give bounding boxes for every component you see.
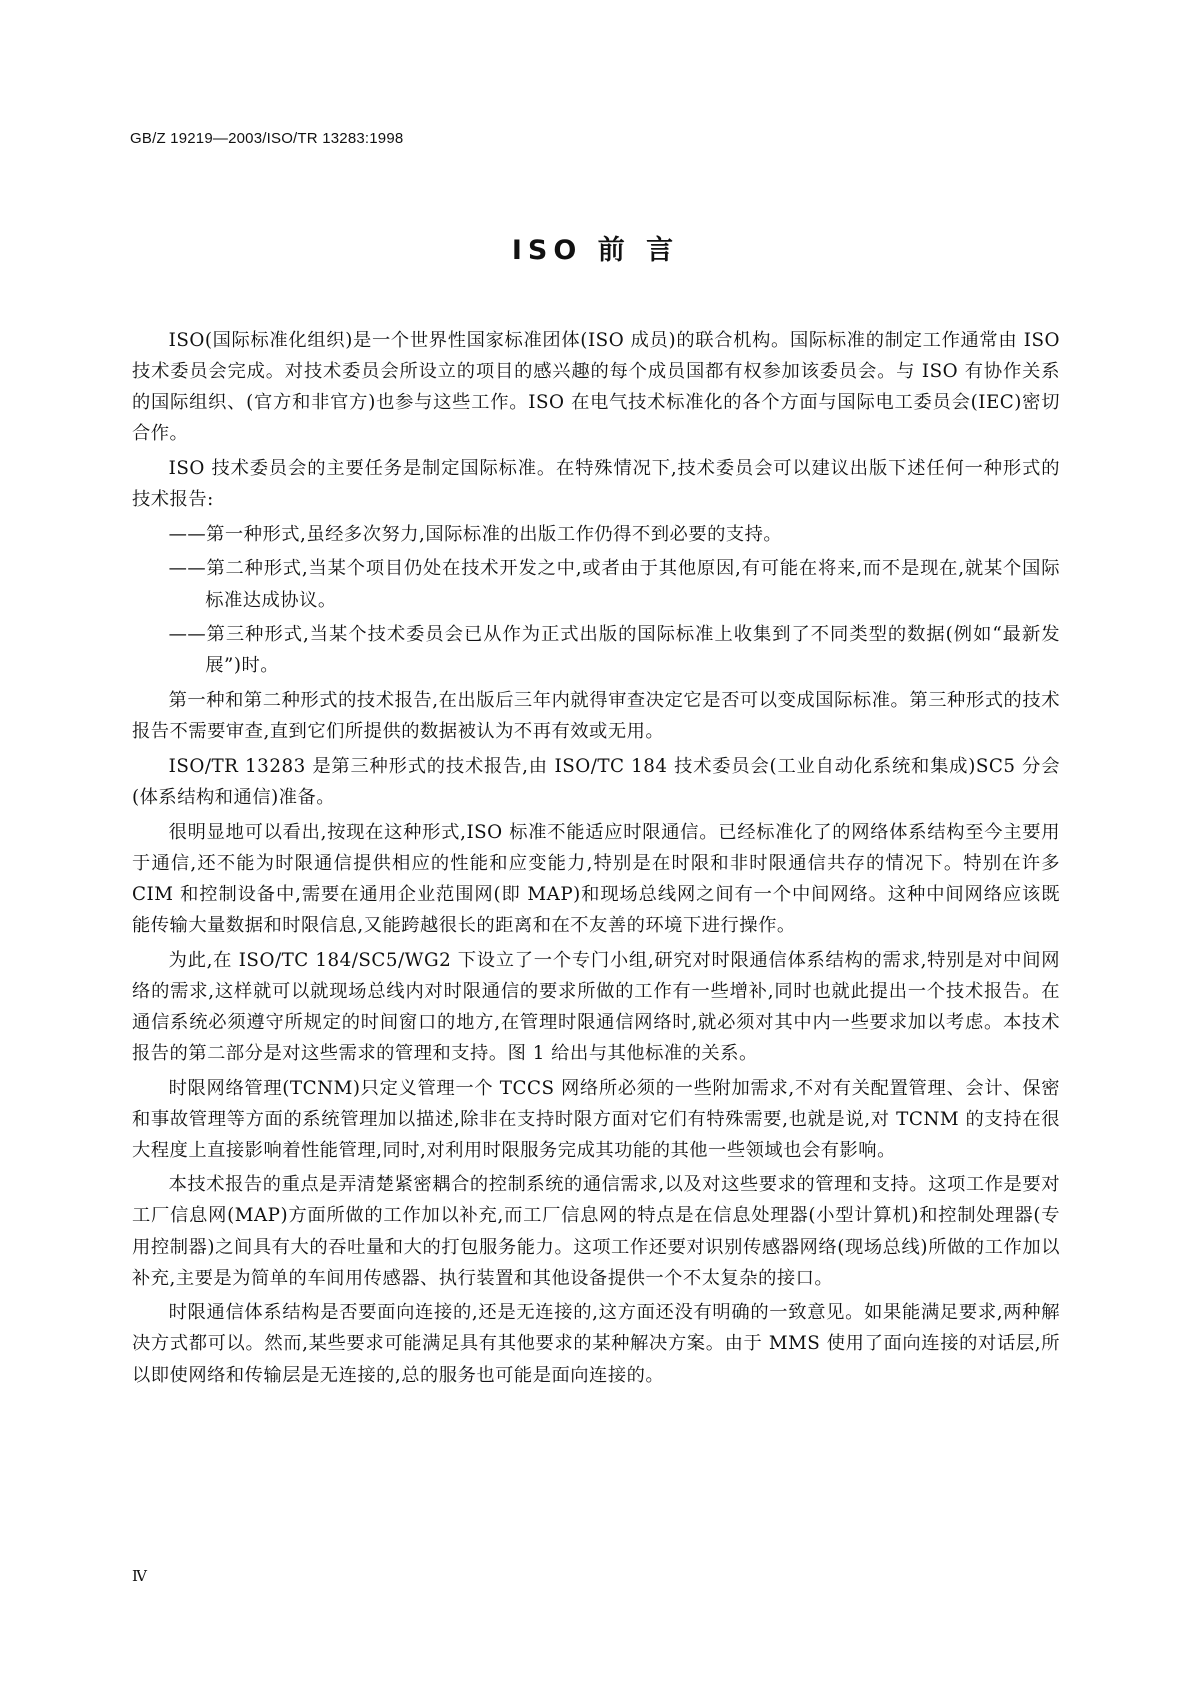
paragraph-time-critical: 很明显地可以看出,按现在这种形式,ISO 标准不能适应时限通信。已经标准化了的网络体系结构至今主要用于通信,还不能为时限通信提供相应的性能和应变能力,特别是在时限和非时限通信共存的情况下。特别在许多 CIM 和控制设备中,需要在通用企业范围网(即 MAP)和现场总线网之间有一个中间网络。这种中间网络应该既能传输大量数据和时限信息,又能跨越很长的距离和在不友善的环境下进行操作。 bbox=[132, 821, 1060, 936]
list-item-type-3: ——第三种形式,当某个技术委员会已从作为正式出版的国际标准上收集到了不同类型的数据(例如“最新发展”)时。 bbox=[168, 624, 1060, 677]
page-title: ISO 前 言 bbox=[511, 235, 680, 266]
paragraph-focus: 本技术报告的重点是弄清楚紧密耦合的控制系统的通信需求,以及对这些要求的管理和支持。这项工作是要对工厂信息网(MAP)方面所做的工作加以补充,而工厂信息网的特点是在信息处理器(小型计算机)和控制处理器(专用控制器)之间具有大的吞吐量和大的打包服务能力。这项工作还要对识别传感器网络(现场总线)所做的工作加以补充,主要是为简单的车间用传感器、执行装置和其他设备提供一个不太复杂的接口。 bbox=[132, 1174, 1060, 1289]
list-item-type-1: ——第一种形式,虽经多次努力,国际标准的出版工作仍得不到必要的支持。 bbox=[168, 523, 783, 545]
paragraph-review: 第一种和第二种形式的技术报告,在出版后三年内就得审查决定它是否可以变成国际标准。第三种形式的技术报告不需要审查,直到它们所提供的数据被认为不再有效或无用。 bbox=[132, 690, 1060, 743]
list-item-type-2: ——第二种形式,当某个项目仍处在技术开发之中,或者由于其他原因,有可能在将来,而不是现在,就某个国际标准达成协议。 bbox=[168, 558, 1060, 611]
paragraph-working-group: 为此,在 ISO/TC 184/SC5/WG2 下设立了一个专门小组,研究对时限通信体系结构的需求,特别是对中间网络的需求,这样就可以就现场总线内对时限通信的要求所做的工作有一些增补,同时也就此提出一个技术报告。在通信系统必须遵守所规定的时间窗口的地方,在管理时限通信网络时,就必须对其中内一些要求加以考虑。本技术报告的第二部分是对这些需求的管理和支持。图 1 给出与其他标准的关系。 bbox=[132, 949, 1060, 1064]
paragraph-technical-reports: ISO 技术委员会的主要任务是制定国际标准。在特殊情况下,技术委员会可以建议出版下述任何一种形式的技术报告: bbox=[132, 457, 1060, 511]
paragraph-iso-organization: ISO(国际标准化组织)是一个世界性国家标准团体(ISO 成员)的联合机构。国际标准的制定工作通常由 ISO 技术委员会完成。对技术委员会所设立的项目的感兴趣的每个成员国都有权参加该委员会。与 ISO 有协作关系的国际组织、(官方和非官方)也参与这些工作。ISO 在电气技术标准化的各个方面与国际电工委员会(IEC)密切合作。 bbox=[132, 330, 1060, 445]
standard-code-header: GB/Z 19219—2003/ISO/TR 13283:1998 bbox=[130, 130, 404, 147]
paragraph-connection: 时限通信体系结构是否要面向连接的,还是无连接的,这方面还没有明确的一致意见。如果能满足要求,两种解决方式都可以。然而,某些要求可能满足具有其他要求的某种解决方案。由于 MMS 使用了面向连接的对话层,所以即使网络和传输层是无连接的,总的服务也可能是面向连接的。 bbox=[132, 1302, 1060, 1386]
foreword-body bbox=[132, 325, 1060, 1394]
page-number: Ⅳ bbox=[132, 1567, 147, 1585]
paragraph-tr-13283: ISO/TR 13283 是第三种形式的技术报告,由 ISO/TC 184 技术委员会(工业自动化系统和集成)SC5 分会(体系结构和通信)准备。 bbox=[132, 755, 1060, 808]
paragraph-tcnm: 时限网络管理(TCNM)只定义管理一个 TCCS 网络所必须的一些附加需求,不对有关配置管理、会计、保密和事故管理等方面的系统管理加以描述,除非在支持时限方面对它们有特殊需要,也就是说,对 TCNM 的支持在很大程度上直接影响着性能管理,同时,对利用时限服务完成其功能的其他一些领域也会有影响。 bbox=[132, 1077, 1060, 1161]
